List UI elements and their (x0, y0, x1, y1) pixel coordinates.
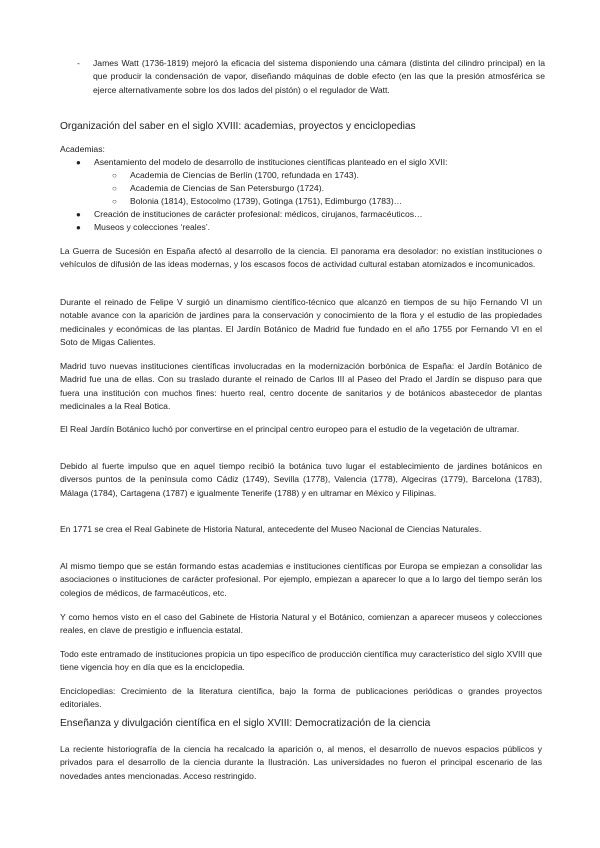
paragraph: Durante el reinado de Felipe V surgió un dinamismo científico-técnico que alcanzó en tiempos de su hijo Fernando VI un notable avance con la aparición de jardines para la conservación y conocimiento de la flora y el estudio de las propiedades medicinales y económicas de las plantas. El Jardín Botánico de Madrid fue fundado en el año 1755 por Fernando VI en el Soto de Migas Calientes. (60, 297, 542, 347)
sub-bullet-circle: ○ (112, 197, 117, 206)
intro-item-text: James Watt (1736-1819) mejoró la eficacia del sistema disponiendo una cámara (distinta del cilindro principal) en la que producir la condensación de vapor, diseñando máquinas de doble efecto (en las que la presión atmosférica se ejerce alternativamente sobre los dos lados del pistón) o el regulador de Watt. (93, 58, 545, 95)
bullet-item: Creación de instituciones de carácter profesional: médicos, cirujanos, farmacéuticos… (94, 209, 423, 219)
paragraph: Al mismo tiempo que se están formando estas academias e instituciones científicas por Europa se empiezan a consolidar las asociaciones o instituciones de carácter profesional. Por ejemplo, empiezan a aparecer lo que a lo largo del tiempo serán los colegios de médicos, de farmacéuticos, etc. (60, 561, 542, 598)
paragraph: El Real Jardín Botánico luchó por convertirse en el principal centro europeo para el estudio de la vegetación de ultramar. (60, 424, 520, 434)
academias-label: Academias: (60, 144, 105, 154)
bullet-dot: ● (76, 158, 81, 167)
paragraph: La Guerra de Sucesión en España afectó al desarrollo de la ciencia. El panorama era desolador: no existían instituciones o vehículos de difusión de las ideas modernas, y los escasos focos de actividad cultural estaban atomizados e incomunicados. (60, 246, 542, 270)
list-dash: - (77, 58, 80, 68)
bullet-item: Museos y colecciones ‘reales’. (94, 222, 211, 232)
sub-bullet-circle: ○ (112, 184, 117, 193)
section-heading-1: Organización del saber en el siglo XVIII: academias, proyectos y enciclopedias (60, 121, 416, 132)
section-heading-2: Enseñanza y divulgación científica en el siglo XVIII: Democratización de la ciencia (60, 718, 431, 729)
sub-bullet-item: Academia de Ciencias de San Petersburgo (1724). (130, 183, 324, 193)
sub-bullet-item: Academia de Ciencias de Berlín (1700, refundada en 1743). (130, 170, 359, 180)
sub-bullet-item: Bolonia (1814), Estocolmo (1739), Gotinga (1751), Edimburgo (1783)… (130, 196, 403, 206)
bullet-dot: ● (76, 223, 81, 232)
paragraph: Todo este entramado de instituciones propicia un tipo específico de producción científica muy característico del siglo XVIII que tiene vigencia hoy en día que es la enciclopedia. (60, 649, 542, 673)
sub-bullet-circle: ○ (112, 171, 117, 180)
paragraph: En 1771 se crea el Real Gabinete de Historia Natural, antecedente del Museo Nacional de Ciencias Naturales. (60, 524, 482, 534)
paragraph: Madrid tuvo nuevas instituciones científicas involucradas en la modernización borbónica de España: el Jardín Botánico de Madrid fue una de ellas. Con su traslado durante el reinado de Carlos III al Paseo del Prado el Jardín se dispuso para que fuera una institución con muchos fines: huerto real, centro docente de sanitarios y de botánicos abastecedor de plantas medicinales a la Real Botica. (60, 361, 542, 411)
paragraph: Debido al fuerte impulso que en aquel tiempo recibió la botánica tuvo lugar el establecimiento de jardines botánicos en diversos puntos de la península como Cádiz (1749), Sevilla (1778), Valencia (1778), Algeciras (1779), Barcelona (1783), Málaga (1784), Cartagena (1787) e igualmente Tenerife (1788) y en ultramar en México y Filipinas. (60, 461, 542, 498)
bullet-item: Asentamiento del modelo de desarrollo de instituciones científicas planteado en el siglo XVII: (94, 157, 448, 167)
paragraph: La reciente historiografía de la ciencia ha recalcado la aparición o, al menos, el desarrollo de nuevos espacios públicos y privados para el desarrollo de la ciencia durante la Ilustración. Las universidades no fueron el principal escenario de las novedades antes mencionadas. Acceso restringido. (60, 744, 542, 781)
paragraph: Y como hemos visto en el caso del Gabinete de Historia Natural y el Botánico, comienzan a aparecer museos y colecciones reales, en clave de prestigio e influencia estatal. (60, 612, 542, 636)
bullet-dot: ● (76, 210, 81, 219)
paragraph: Enciclopedias: Crecimiento de la literatura científica, bajo la forma de publicaciones periódicas o grandes proyectos editoriales. (60, 686, 542, 710)
